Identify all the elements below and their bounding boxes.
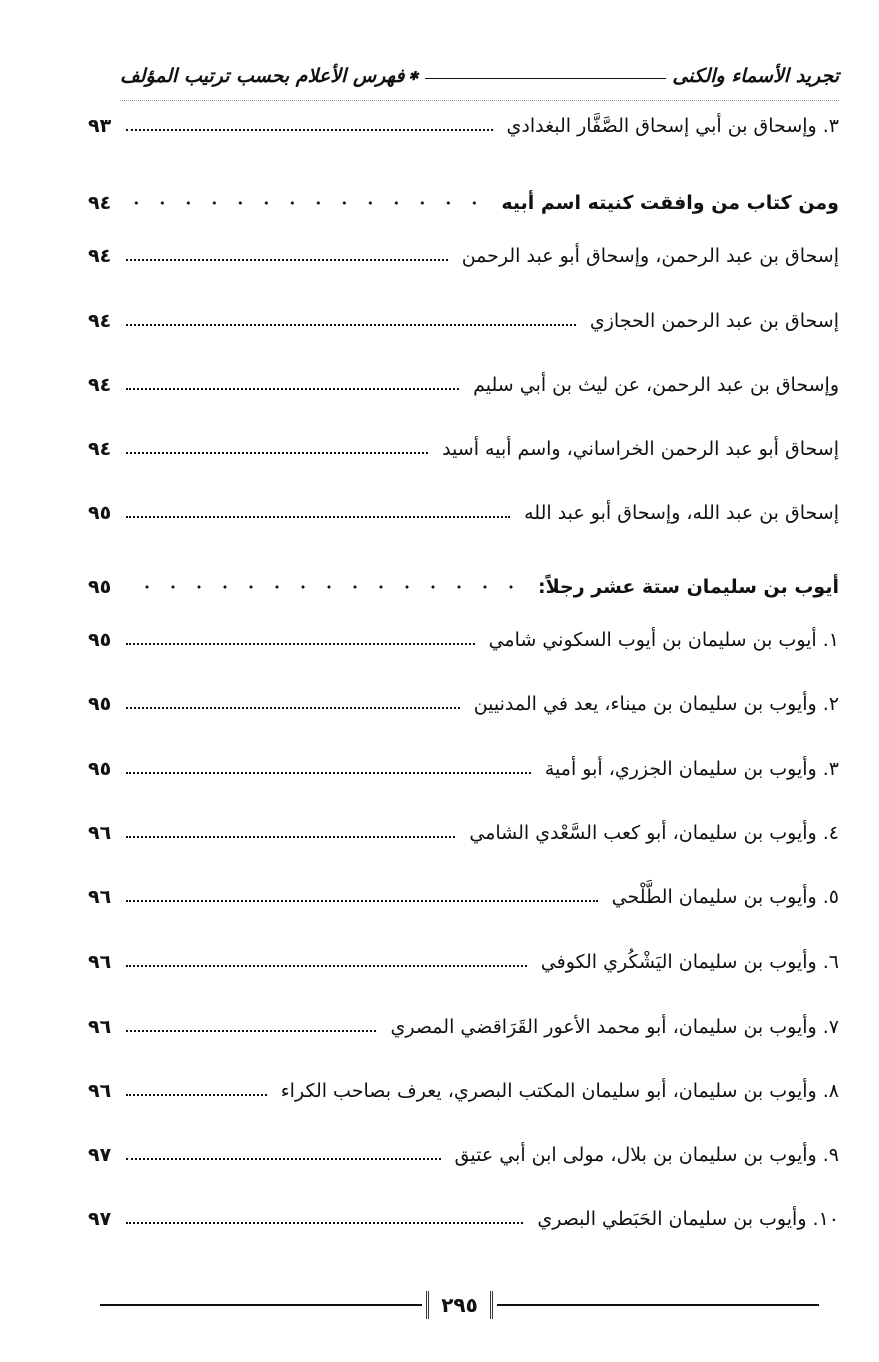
entry-title: إسحاق أبو عبد الرحمن الخراساني، واسم أبيه أسيد [442,438,839,460]
index-entry [88,879,839,915]
entry-page: ٩٧ [88,1144,112,1166]
dot-leader [126,1150,441,1160]
entry-title: ٦. وأيوب بن سليمان اليَشْكُري الكوفي [540,951,839,973]
entry-page: ٩٥ [88,693,112,715]
entry-title: وإسحاق بن عبد الرحمن، عن ليث بن أبي سليم [473,374,839,396]
index-entry [88,108,839,144]
dot-leader [126,828,455,838]
index-heading [88,185,839,221]
dot-leader [126,583,524,591]
entry-title: ٧. وأيوب بن سليمان، أبو محمد الأعور القَرَاقضي المصري [390,1016,839,1038]
entry-title: ١. أيوب بن سليمان بن أيوب السكوني شامي [488,629,839,651]
index-entry [88,238,839,274]
index-entry [88,431,839,467]
dot-leader [126,699,460,709]
header-book-title: تجريد الأسماء والكنى [672,65,839,87]
dot-leader [126,444,428,454]
index-entry [88,367,839,403]
header-section-title: فهرس الأعلام بحسب ترتيب المؤلف [120,65,405,87]
entry-title: ٩. وأيوب بن سليمان بن بلال، مولى ابن أبي عتيق [454,1144,839,1166]
dot-leader [126,251,448,261]
dot-leader [126,764,531,774]
dot-leader [126,121,493,131]
heading-page: ٩٥ [88,576,112,598]
dot-leader [126,380,459,390]
index-heading [88,569,839,605]
dot-leader [126,892,598,902]
entry-page: ٩٥ [88,758,112,780]
index-entry [88,495,839,531]
entry-page: ٩٦ [88,1016,112,1038]
entry-page: ٩٤ [88,438,112,460]
running-header [120,58,839,94]
dot-leader [126,199,487,207]
entry-title: إسحاق بن عبد الرحمن، وإسحاق أبو عبد الرحمن [461,245,839,267]
entry-title: إسحاق بن عبد الله، وإسحاق أبو عبد الله [524,502,839,524]
entry-title: إسحاق بن عبد الرحمن الحجازي [589,310,839,332]
entry-page: ٩٦ [88,1080,112,1102]
index-entry [88,944,839,980]
index-entry [88,1009,839,1045]
dot-leader [126,957,527,967]
entry-page: ٩٥ [88,629,112,651]
index-entry [88,1137,839,1173]
index-entry [88,622,839,658]
index-entry [88,1073,839,1109]
index-entry [88,303,839,339]
dot-leader [126,508,510,518]
header-divider [120,100,839,101]
dot-leader [126,1022,376,1032]
index-entry [88,751,839,787]
entry-title: ٣. وأيوب بن سليمان الجزري، أبو أمية [544,758,839,780]
page-number: ٢٩٥ [426,1291,493,1319]
entry-title: ٣. وإسحاق بن أبي إسحاق الصَّفَّار البغدادي [506,115,839,137]
footer-rule [100,1304,422,1306]
entry-page: ٩٥ [88,502,112,524]
heading-title: أيوب بن سليمان ستة عشر رجلاً: [538,576,839,598]
entry-page: ٩٦ [88,822,112,844]
dot-leader [126,1214,523,1224]
dot-leader [126,316,576,326]
header-ornament-icon: ✱ [408,69,419,83]
index-entry [88,815,839,851]
entry-page: ٩٤ [88,245,112,267]
entry-page: ٩٤ [88,374,112,396]
index-entry [88,686,839,722]
entry-title: ٢. وأيوب بن سليمان بن ميناء، يعد في المدنيين [473,693,839,715]
entry-page: ٩٦ [88,886,112,908]
entry-page: ٩٣ [88,115,112,137]
entry-title: ٤. وأيوب بن سليمان، أبو كعب السَّعْدي الشامي [469,822,839,844]
header-rule [425,78,667,79]
page-footer [100,1288,819,1322]
entry-title: ٨. وأيوب بن سليمان، أبو سليمان المكتب البصري، يعرف بصاحب الكراء [280,1080,839,1102]
entry-page: ٩٦ [88,951,112,973]
dot-leader [126,635,475,645]
entry-page: ٩٤ [88,310,112,332]
footer-rule [497,1304,819,1306]
index-entry [88,1201,839,1237]
heading-page: ٩٤ [88,192,112,214]
dot-leader [126,1086,267,1096]
entry-title: ٥. وأيوب بن سليمان الطَّلْحي [611,886,839,908]
entry-title: ١٠. وأيوب بن سليمان الحَبَطي البصري [537,1208,839,1230]
entry-page: ٩٧ [88,1208,112,1230]
heading-title: ومن كتاب من وافقت كنيته اسم أبيه [501,192,839,214]
